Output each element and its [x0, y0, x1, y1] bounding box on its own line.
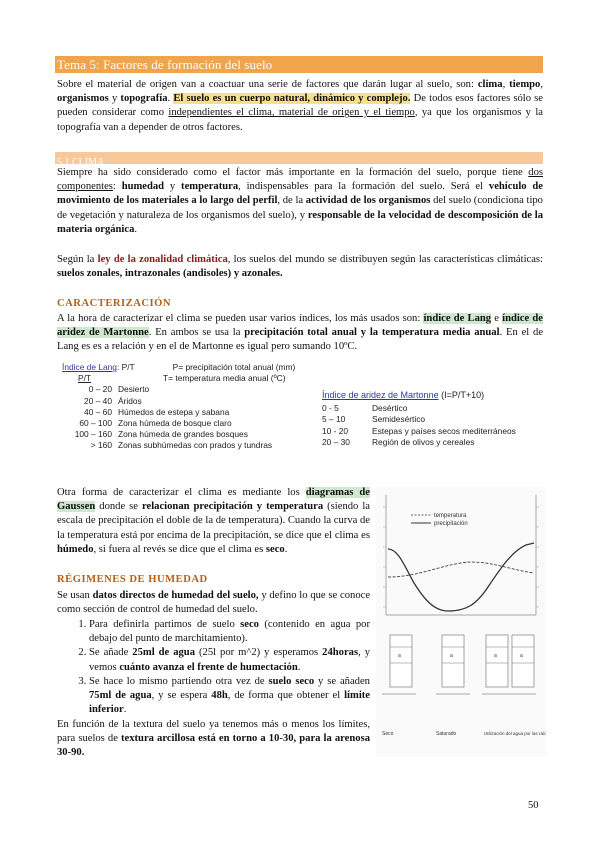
- step-item: 1. Para definirla partimos de suelo seco (contenido en agua por debajo del punto de marchitamiento).: [89, 618, 370, 646]
- lang-zone: Húmedos de estepa y sabana: [118, 406, 230, 417]
- lang-index-table: Índice de Lang: P/T P= precipitación total anual (mm) P/T T= temperatura media anual (ºC) 0 – 20 Desierto 20 – 40 Áridos 40 – 60 Húmedos de estepa y sabana 60 – 100 Zona húmeda de bosque claro 100 – 160 Zona húmeda de grandes bosques > 160 Zonas subhúmedas con prados y tundras: [62, 362, 392, 452]
- svg-text:a: a: [450, 653, 453, 659]
- martonne-range: 10 - 20: [322, 425, 349, 436]
- martonne-range: 20 – 30: [322, 436, 350, 447]
- section-clima-title: 5.1 CLIMA: [57, 157, 105, 168]
- martonne-zone: Semidesértico: [372, 414, 426, 425]
- martonne-index-label: Índice de aridez de Martonne: [322, 390, 439, 400]
- lang-zone: Desierto: [118, 384, 150, 395]
- caption-utilizacion: Utilización del agua por las raíces: [484, 731, 546, 736]
- svg-text:a: a: [398, 653, 401, 659]
- lang-range: > 160: [90, 440, 112, 451]
- svg-text:a: a: [494, 653, 497, 659]
- highlight-soil-definition: El suelo es un cuerpo natural, dinámico y complejo.: [173, 93, 411, 105]
- lang-zone: Zonas subhúmedas con prados y tundras: [118, 440, 273, 451]
- gaussen-paragraph: Otra forma de caracterizar el clima es mediante los diagramas de Gaussen donde se relacionan precipitación y temperatura (siendo la escala de precipitación el doble de la de temperatura). Cuando la curva de la temperatura está por encima de la precipitación, se dice que el clima es húmedo, si fuera al revés se dice que el clima es seco.: [57, 487, 371, 555]
- caption-seco: Seco: [382, 731, 394, 737]
- lang-zone: Zona húmeda de grandes bosques: [118, 429, 248, 440]
- gaussen-figure: [376, 487, 546, 757]
- lang-range: 0 – 20: [88, 384, 112, 395]
- step-item: 3. Se hace lo mismo partiendo otra vez de suelo seco y se añaden 75ml de agua, y se espera 48h, de forma que obtener el límite inferior.: [89, 675, 370, 718]
- martonne-row: [322, 426, 552, 437]
- martonne-row: [322, 437, 552, 448]
- regimenes-paragraph: Se usan datos directos de humedad del suelo, y defino lo que se conoce como sección de control de humedad del suelo.: [57, 590, 371, 616]
- martonne-row: [322, 403, 552, 414]
- martonne-zone: Región de olivos y cereales: [372, 436, 475, 447]
- lang-zone: Zona húmeda de bosque claro: [118, 418, 232, 429]
- svg-text:a: a: [520, 653, 523, 659]
- heading-caracterizacion: CARACTERIZACIÓN: [57, 298, 172, 309]
- lang-index-label: Índice de Lang: [62, 362, 117, 372]
- heading-regimenes: RÉGIMENES DE HUMEDAD: [57, 574, 208, 585]
- legend-precipitation: precipitación: [434, 521, 468, 527]
- chapter-title: Tema 5: Factores de formación del suelo: [57, 57, 273, 72]
- martonne-index-table: Índice de aridez de Martonne (I=P/T+10) 0 - 5 Desértico 5 – 10 Semidesértico 10 - 20 Estepas y países secos mediterráneos 20 – 30 Región de olivos y cereales: [322, 390, 552, 448]
- martonne-range: 5 – 10: [322, 414, 346, 425]
- step-item: 2. Se añade 25ml de agua (25l por m^2) y esperamos 24horas, y vemos cuánto avanza el frente de humectación.: [89, 646, 370, 674]
- steps-list: [57, 618, 370, 717]
- gaussen-diagram-svg: [376, 487, 546, 757]
- clima-paragraph-1: Siempre ha sido considerado como el factor más importante en la formación del suelo, porque tiene dos componentes: humedad y temperatura, indispensables para la formación del suelo. Será el vehículo de movimiento de los materiales a lo largo del perfil, de la actividad de los organismos del suelo (condiciona tipo de vegetación y naturaleza de los organismos del suelo), y responsable de la velocidad de descomposición de la materia orgánica.: [57, 167, 544, 235]
- lang-zone: Áridos: [118, 395, 142, 406]
- lang-range: 100 – 160: [74, 429, 112, 440]
- section-clima-bar: [55, 152, 543, 168]
- lang-range: 40 – 60: [84, 406, 112, 417]
- page-number: 50: [528, 800, 539, 811]
- lang-range: 60 – 100: [79, 418, 112, 429]
- martonne-row: [322, 414, 552, 425]
- martonne-zone: Desértico: [372, 403, 408, 414]
- martonne-range: 0 - 5: [322, 403, 339, 414]
- martonne-zone: Estepas y países secos mediterráneos: [372, 425, 516, 436]
- caption-saturado: Saturado: [436, 731, 457, 737]
- texture-paragraph: En función de la textura del suelo ya tenemos más o menos los límites, para suelos de textura arcillosa está en torno a 10-30, para la arenosa 30-90.: [57, 719, 370, 759]
- legend-temperature: temperatura: [434, 513, 467, 519]
- chapter-title-bar: [55, 56, 543, 73]
- lang-range: 20 – 40: [84, 395, 112, 406]
- clima-paragraph-2: Según la ley de la zonalidad climática, los suelos del mundo se distribuyen según las características climáticas: suelos zonales, intrazonales (andisoles) y azonales.: [57, 254, 543, 280]
- caracterizacion-paragraph: A la hora de caracterizar el clima se pueden usar varios índices, los más usados son: índice de Lang e índice de aridez de Martonne. En ambos se usa la precipitación total anual y la temperatura media anual. En el de Lang es es a relación y en el de Martonne es igual pero sumando 10ºC.: [57, 313, 544, 353]
- intro-paragraph: Sobre el material de origen van a coactuar una serie de factores que darán lugar al suelo, son: clima, tiempo, organismos y topografía. El suelo es un cuerpo natural, dinámico y complejo. De todos esos factores sólo se pueden considerar como independientes el clima, material de origen y el tiempo, ya que los organismos y la topografía van a depender de otros factores.: [57, 79, 544, 133]
